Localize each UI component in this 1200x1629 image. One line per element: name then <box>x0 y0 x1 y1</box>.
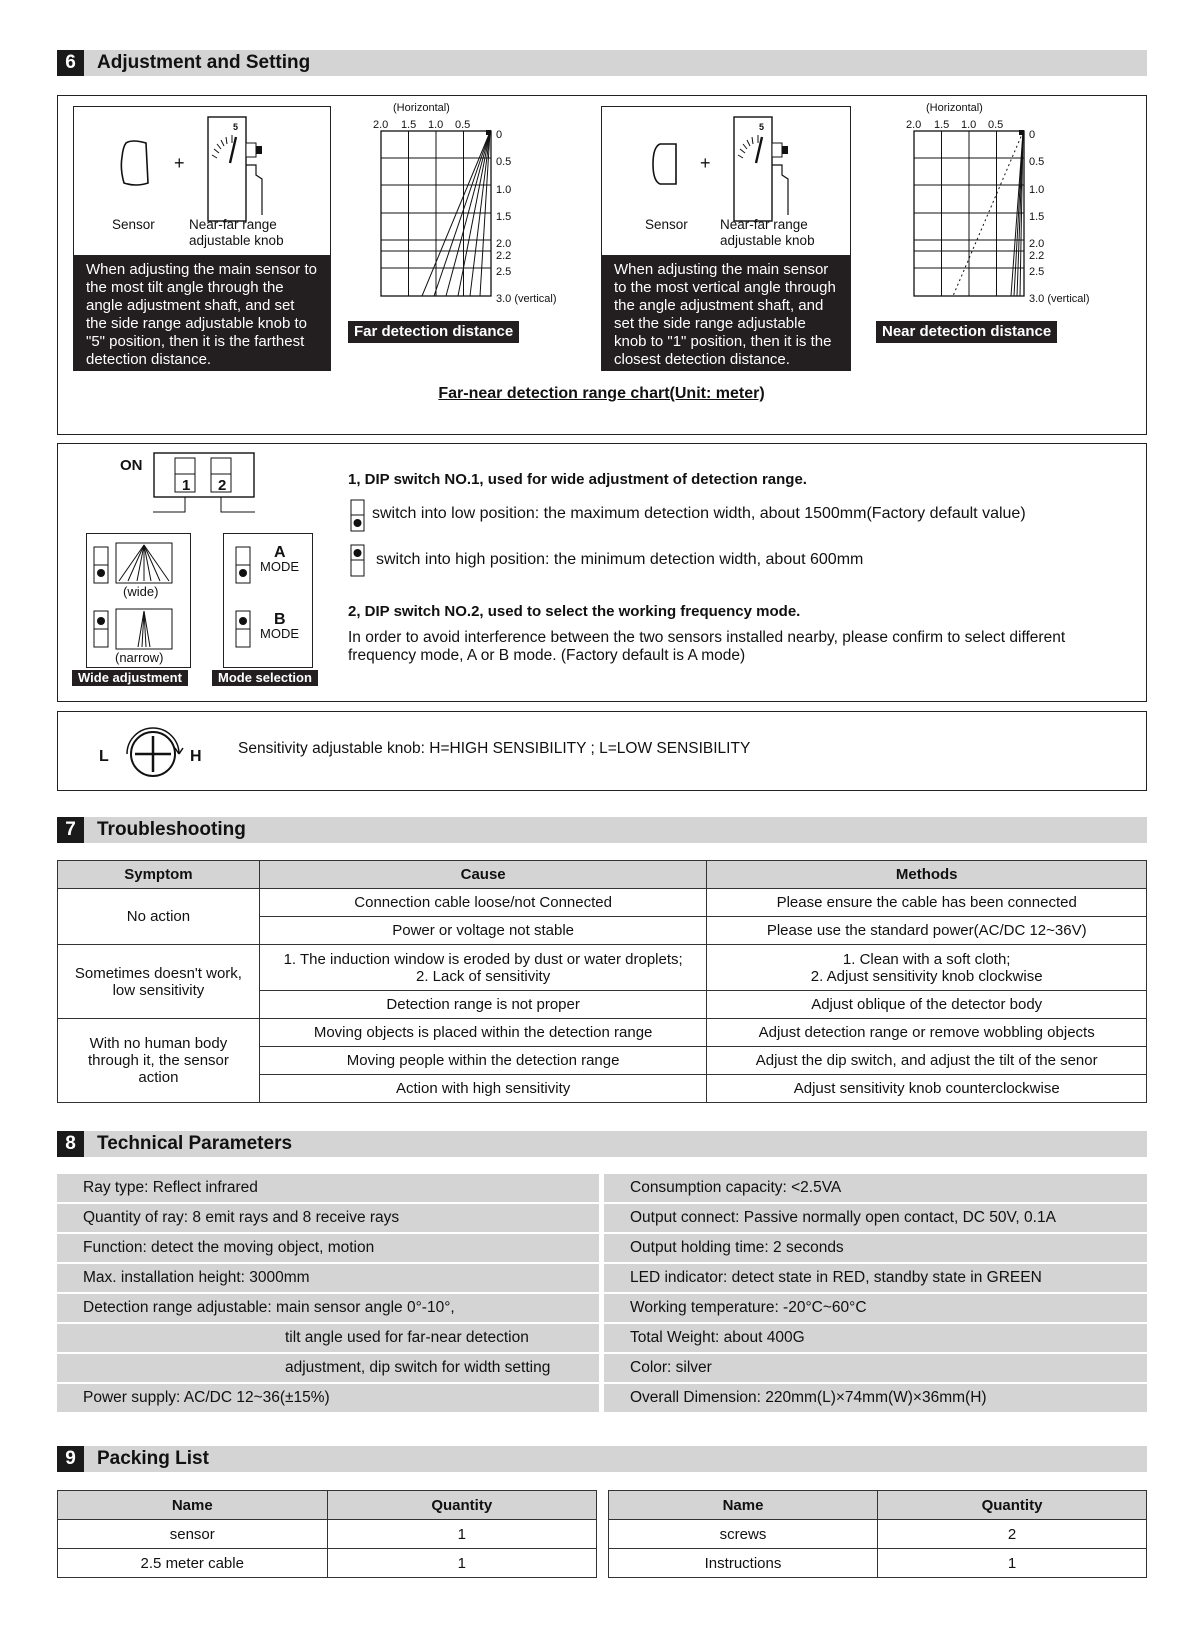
v-tick: 0 <box>496 129 503 141</box>
narrow-label: (narrow) <box>115 650 164 665</box>
packing-table-left <box>57 1490 597 1578</box>
high-letter: H <box>190 748 202 765</box>
v-tick: 3.0 (vertical) <box>1029 293 1090 305</box>
param-row: Total Weight: about 400G <box>604 1324 1147 1354</box>
param-row: Output holding time: 2 seconds <box>604 1234 1147 1264</box>
param-row: Color: silver <box>604 1354 1147 1384</box>
section-6-header <box>57 50 1147 76</box>
mode-selection-chip: Mode selection <box>212 670 318 686</box>
param-row: tilt angle used for far-near detection <box>57 1324 599 1354</box>
method-cell: Please ensure the cable has been connected <box>707 889 1147 917</box>
v-tick: 1.5 <box>496 211 512 223</box>
param-row: adjustment, dip switch for width setting <box>57 1354 599 1384</box>
low-letter: L <box>99 748 109 765</box>
column-header: Quantity <box>878 1491 1147 1520</box>
h-tick: 0.5 <box>455 119 471 131</box>
params-right-column <box>604 1174 1147 1414</box>
plus-sign: + <box>174 153 185 173</box>
cause-cell: Moving objects is placed within the detection range <box>259 1019 707 1047</box>
table-row <box>58 889 1147 917</box>
cause-cell: Power or voltage not stable <box>259 917 707 945</box>
h-tick: 1.0 <box>961 119 977 131</box>
near-setting-card <box>601 106 851 371</box>
v-tick: 2.5 <box>496 266 512 278</box>
param-row: Output connect: Passive normally open contact, DC 50V, 0.1A <box>604 1204 1147 1234</box>
method-cell: Please use the standard power(AC/DC 12~36V) <box>707 917 1147 945</box>
h-tick: 2.0 <box>906 119 922 131</box>
near-detection-chip: Near detection distance <box>876 321 1057 343</box>
h-tick: 1.0 <box>428 119 444 131</box>
column-header: Symptom <box>58 861 260 889</box>
table-row <box>58 1549 597 1578</box>
section-number: 6 <box>57 50 84 76</box>
column-header: Name <box>58 1491 328 1520</box>
h-tick: 1.5 <box>934 119 950 131</box>
item-qty: 1 <box>878 1549 1147 1578</box>
param-row: Consumption capacity: <2.5VA <box>604 1174 1147 1204</box>
table-row <box>58 1520 597 1549</box>
item-qty: 2 <box>878 1520 1147 1549</box>
item-name: Instructions <box>609 1549 878 1578</box>
dip1-heading: 1, DIP switch NO.1, used for wide adjustment of detection range. <box>348 471 807 488</box>
table-row <box>58 945 1147 991</box>
horizontal-label: (Horizontal) <box>393 102 450 114</box>
near-description: When adjusting the main sensor to the most vertical angle through the angle adjustment shaft, and set the side range adjustable knob to "1" position, then it is the closest detection distance. <box>602 255 850 371</box>
knob-diagram-icon <box>206 115 286 225</box>
param-row: Max. installation height: 3000mm <box>57 1264 599 1294</box>
wide-adjustment-box <box>86 533 191 668</box>
table-row <box>58 1019 1147 1047</box>
high-position-switch-icon <box>350 544 366 578</box>
sensor-label: Sensor <box>112 217 155 232</box>
cause-cell: Moving people within the detection range <box>259 1047 707 1075</box>
v-tick: 3.0 (vertical) <box>496 293 557 305</box>
item-name: 2.5 meter cable <box>58 1549 328 1578</box>
knob-mark: 5 <box>759 122 765 132</box>
h-tick: 2.0 <box>373 119 389 131</box>
cause-cell: Detection range is not proper <box>259 991 707 1019</box>
method-cell: Adjust detection range or remove wobbling objects <box>707 1019 1147 1047</box>
param-row: Overall Dimension: 220mm(L)×74mm(W)×36mm(H) <box>604 1384 1147 1414</box>
section-8-header <box>57 1131 1147 1157</box>
param-row: Quantity of ray: 8 emit rays and 8 receive rays <box>57 1204 599 1234</box>
column-header: Quantity <box>327 1491 597 1520</box>
item-name: screws <box>609 1520 878 1549</box>
mode-a-letter: A <box>274 544 286 561</box>
symptom-cell: Sometimes doesn't work, low sensitivity <box>58 945 260 1019</box>
cause-cell: 1. The induction window is eroded by dust or water droplets; 2. Lack of sensitivity <box>259 945 707 991</box>
knob-label: Near-far range adjustable knob <box>720 217 815 248</box>
section-title: Packing List <box>97 1448 209 1469</box>
chart-caption: Far-near detection range chart(Unit: meter) <box>438 385 765 402</box>
mode-word: MODE <box>260 559 299 574</box>
method-cell: 1. Clean with a soft cloth; 2. Adjust sensitivity knob clockwise <box>707 945 1147 991</box>
sensor-icon <box>650 141 680 187</box>
mode-selection-box <box>223 533 313 668</box>
v-tick: 0.5 <box>1029 156 1045 168</box>
method-cell: Adjust oblique of the detector body <box>707 991 1147 1019</box>
h-tick: 1.5 <box>401 119 417 131</box>
column-header: Methods <box>707 861 1147 889</box>
sensor-icon <box>118 139 152 189</box>
method-cell: Adjust sensitivity knob counterclockwise <box>707 1075 1147 1103</box>
far-setting-card <box>73 106 331 371</box>
far-description: When adjusting the main sensor to the most tilt angle through the angle adjustment shaft, and set the side range adjustable knob to "5" position, then it is the farthest detection distance. <box>74 255 330 371</box>
param-row: Function: detect the moving object, motion <box>57 1234 599 1264</box>
v-tick: 0 <box>1029 129 1036 141</box>
on-label: ON <box>120 457 143 474</box>
wide-adjustment-chip: Wide adjustment <box>72 670 188 686</box>
section-7-header <box>57 817 1147 843</box>
param-row: Detection range adjustable: main sensor angle 0°-10°, <box>57 1294 599 1324</box>
method-cell: Adjust the dip switch, and adjust the tilt of the senor <box>707 1047 1147 1075</box>
param-row: Power supply: AC/DC 12~36(±15%) <box>57 1384 599 1414</box>
table-row <box>609 1520 1147 1549</box>
item-qty: 1 <box>327 1549 597 1578</box>
high-position-text: switch into high position: the minimum detection width, about 600mm <box>376 551 864 568</box>
params-left-column <box>57 1174 599 1414</box>
sensitivity-text: Sensitivity adjustable knob: H=HIGH SENSIBILITY ; L=LOW SENSIBILITY <box>238 740 751 757</box>
troubleshooting-table <box>57 860 1147 1103</box>
param-row: LED indicator: detect state in RED, standby state in GREEN <box>604 1264 1147 1294</box>
far-range-chart <box>380 130 492 300</box>
symptom-cell: No action <box>58 889 260 945</box>
knob-label: Near-far range adjustable knob <box>189 217 284 248</box>
dip2-heading: 2, DIP switch NO.2, used to select the working frequency mode. <box>348 603 801 620</box>
horizontal-label: (Horizontal) <box>926 102 983 114</box>
section-title: Adjustment and Setting <box>97 52 311 73</box>
sensitivity-panel <box>57 711 1147 791</box>
v-tick: 0.5 <box>496 156 512 168</box>
mode-switch-icon <box>234 539 254 659</box>
low-position-switch-icon <box>350 499 366 533</box>
param-row: Ray type: Reflect infrared <box>57 1174 599 1204</box>
section-title: Technical Parameters <box>97 1133 293 1154</box>
cause-cell: Connection cable loose/not Connected <box>259 889 707 917</box>
section-number: 9 <box>57 1446 84 1472</box>
knob-diagram-icon <box>732 115 812 225</box>
section-number: 7 <box>57 817 84 843</box>
table-row <box>609 1549 1147 1578</box>
v-tick: 2.5 <box>1029 266 1045 278</box>
mode-b-letter: B <box>274 611 286 628</box>
param-row: Working temperature: -20°C~60°C <box>604 1294 1147 1324</box>
v-tick: 1.5 <box>1029 211 1045 223</box>
dip-switch-panel <box>57 443 1147 702</box>
item-name: sensor <box>58 1520 328 1549</box>
symptom-cell: With no human body through it, the sensor action <box>58 1019 260 1103</box>
sensitivity-knob-icon <box>113 720 193 784</box>
column-header: Name <box>609 1491 878 1520</box>
mode-word: MODE <box>260 626 299 641</box>
column-header: Cause <box>259 861 707 889</box>
item-qty: 1 <box>327 1520 597 1549</box>
v-tick: 1.0 <box>1029 184 1045 196</box>
near-range-chart <box>913 130 1025 300</box>
v-tick: 1.0 <box>496 184 512 196</box>
packing-table-right <box>608 1490 1147 1578</box>
wide-narrow-diagram <box>92 539 188 659</box>
h-tick: 0.5 <box>988 119 1004 131</box>
switch-number: 1 <box>182 477 191 494</box>
v-tick: 2.0 <box>496 238 512 250</box>
v-tick: 2.2 <box>1029 250 1045 262</box>
dip2-description: In order to avoid interference between the two sensors installed nearby, please confirm to select different frequency mode, A or B mode. (Factory default is A mode) <box>348 629 1066 664</box>
plus-sign: + <box>700 153 711 173</box>
adjustment-panel <box>57 95 1147 435</box>
knob-mark: 5 <box>233 122 239 132</box>
v-tick: 2.2 <box>496 250 512 262</box>
v-tick: 2.0 <box>1029 238 1045 250</box>
wide-label: (wide) <box>123 584 159 599</box>
section-9-header <box>57 1446 1147 1472</box>
section-number: 8 <box>57 1131 84 1157</box>
switch-number: 2 <box>218 477 227 494</box>
far-detection-chip: Far detection distance <box>348 321 519 343</box>
cause-cell: Action with high sensitivity <box>259 1075 707 1103</box>
sensor-label: Sensor <box>645 217 688 232</box>
section-title: Troubleshooting <box>97 819 246 840</box>
low-position-text: switch into low position: the maximum detection width, about 1500mm(Factory default value) <box>372 505 1026 522</box>
